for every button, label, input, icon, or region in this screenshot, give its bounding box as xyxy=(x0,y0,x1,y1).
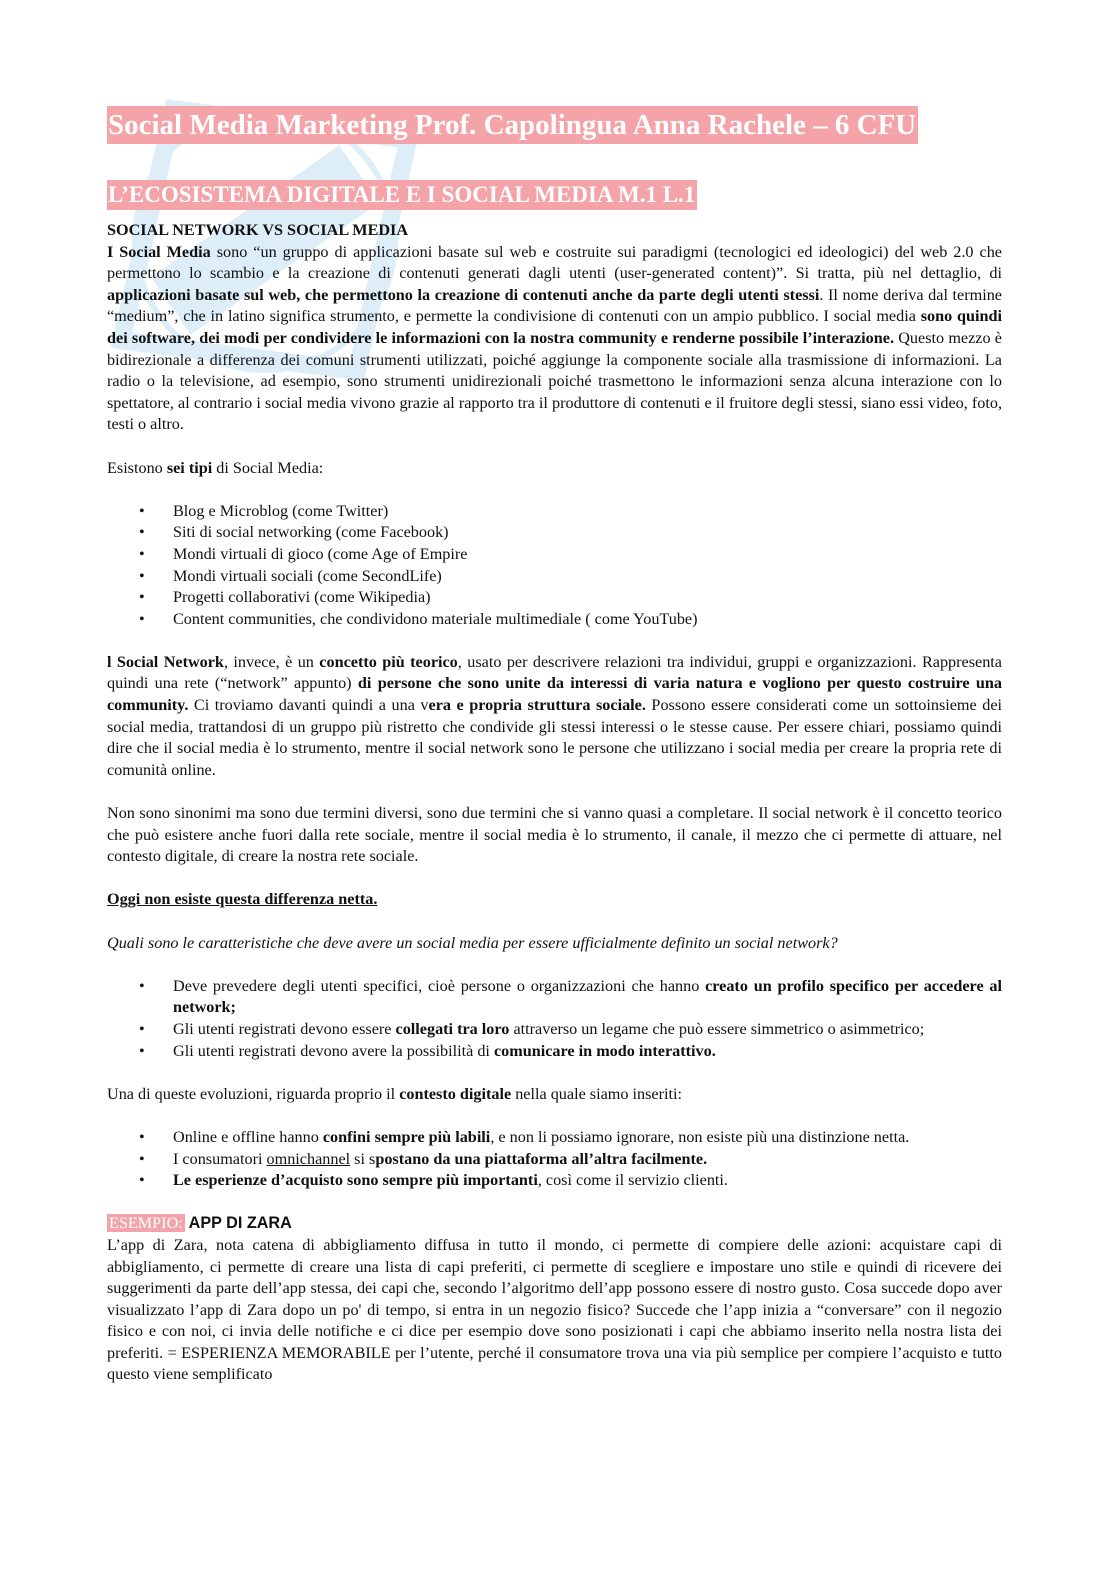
list-item: • Online e offline hanno confini sempre più labili, e non li possiamo ignorare, non esiste più una distinzione netta. xyxy=(107,1127,1002,1149)
paragraph-social-network: l Social Network, invece, è un concetto più teorico, usato per descrivere relazioni tra individui, gruppi e organizzazioni. Rappresenta quindi una rete (“network” appunto) di persone che sono unite da interessi di varia natura e vogliono per questo costruire una community. Ci troviamo davanti quindi a una vera e propria struttura sociale. Possono essere considerati come un sottoinsieme dei social media, trattandosi di un gruppo più ristretto che condivide gli stessi interessi o le stesse cause. Per essere chiari, possiamo quindi dire che il social media è lo strumento, mentre il social network sono le persone che utilizzano i social media per creare la propria rete di comunità online. xyxy=(107,652,1003,779)
paragraph-question: Quali sono le caratteristiche che deve avere un social media per essere ufficialmente definito un social network? xyxy=(107,933,838,952)
paragraph-no-difference: Oggi non esiste questa differenza netta. xyxy=(107,890,378,909)
list-item: • Blog e Microblog (come Twitter) xyxy=(107,501,1002,523)
paragraph-not-synonyms: Non sono sinonimi ma sono due termini diversi, sono due termini che si vanno quasi a completare. Il social network è il concetto teorico che può esistere anche fuori dalla rete sociale, mentre il social media è lo strumento, il canale, il mezzo che ci permette di attuare, nel contesto digitale, di creare la nostra rete sociale. xyxy=(107,804,1002,866)
paragraph-social-media: I Social Media sono “un gruppo di applicazioni basate sul web e costruite sui paradigmi (tecnologici ed ideologici) del web 2.0 che permettono lo scambio e la creazione di contenuti generati dagli utenti (user-generated content)”. Si tratta, più nel dettaglio, di applicazioni basate sul web, che permettono la creazione di contenuti anche da parte degli utenti stessi. Il nome deriva dal termine “medium”, che in latino significa strumento, e permette la condivisione di contenuti con un ampio pubblico. I social media sono quindi dei software, dei modi per condividere le informazioni con la nostra community e renderne possibile l’interazione. Questo mezzo è bidirezionale a differenza dei comuni strumenti utilizzati, poiché aggiunge la componente sociale alla trasmissione di informazioni. La radio o la televisione, ad esempio, sono strumenti unidirezionali poiché trasmettono le informazioni senza alcuna interazione con lo spettatore, al contrario i social media vivono grazie al rapporto tra il produttore di contenuti e il fruitore degli stessi, siano essi video, foto, testi o altro. xyxy=(107,242,1002,434)
document-title: Social Media Marketing Prof. Capolingua Anna Rachele – 6 CFU xyxy=(107,106,918,144)
list-item: • Mondi virtuali sociali (come SecondLife) xyxy=(107,566,1002,588)
example-heading: ESEMPIO: APP DI ZARA xyxy=(109,1214,292,1233)
list-item: • Gli utenti registrati devono avere la possibilità di comunicare in modo interattivo. xyxy=(107,1041,1002,1063)
lesson-heading: L’ECOSISTEMA DIGITALE E I SOCIAL MEDIA M.1 L.1 xyxy=(107,180,697,210)
list-characteristics xyxy=(107,976,1002,1062)
omnichannel-link: omnichannel xyxy=(266,1149,351,1168)
paragraph-types-intro: Esistono sei tipi di Social Media: xyxy=(107,458,324,477)
list-evolutions xyxy=(107,1127,1002,1192)
list-item: • Gli utenti registrati devono essere collegati tra loro attraverso un legame che può essere simmetrico o asimmetrico; xyxy=(107,1019,1002,1041)
list-item: • Mondi virtuali di gioco (come Age of Empire xyxy=(107,544,1002,566)
list-item: • Progetti collaborativi (come Wikipedia) xyxy=(107,587,1002,609)
list-item: • Siti di social networking (come Facebook) xyxy=(107,522,1002,544)
paragraph-evolutions: Una di queste evoluzioni, riguarda proprio il contesto digitale nella quale siamo inseriti: xyxy=(107,1084,682,1103)
list-item: • Le esperienze d’acquisto sono sempre più importanti, così come il servizio clienti. xyxy=(107,1170,1002,1192)
document-page xyxy=(107,106,1002,1386)
section-heading: SOCIAL NETWORK VS SOCIAL MEDIA xyxy=(107,221,409,239)
list-item: • Content communities, che condividono materiale multimediale ( come YouTube) xyxy=(107,609,1002,631)
example-tag: ESEMPIO: xyxy=(109,1214,183,1233)
paragraph-zara-example: L’app di Zara, nota catena di abbigliamento diffusa in tutto il mondo, ci permette di compiere delle azioni: acquistare capi di abbigliamento, ci permette di creare una lista di capi preferiti, ci permette di scegliere e impostare uno stile e quindi di ricevere dei suggerimenti da parte dell’app stessa, dei capi che, secondo l’algoritmo dell’app possono essere di nostro gusto. Cosa succede dopo aver visualizzato l’app di Zara dopo un po' di tempo, si entra in un negozio fisico? Succede che l’app inizia a “conversare” con il negozio fisico e con noi, ci invia delle notifiche e ci dice per esempio dove sono posizionati i capi che abbiamo inserito nella nostra lista dei preferiti. = ESPERIENZA MEMORABILE per l’utente, perché il consumatore trova una via più semplice per compiere l’acquisto e tutto questo viene semplificato xyxy=(107,1235,1002,1384)
list-item: • Deve prevedere degli utenti specifici, cioè persone o organizzazioni che hanno creato un profilo specifico per accedere al network; xyxy=(107,976,1002,1019)
list-social-media-types xyxy=(107,501,1002,631)
list-item: • I consumatori omnichannel si spostano da una piattaforma all’altra facilmente. xyxy=(107,1149,1002,1171)
